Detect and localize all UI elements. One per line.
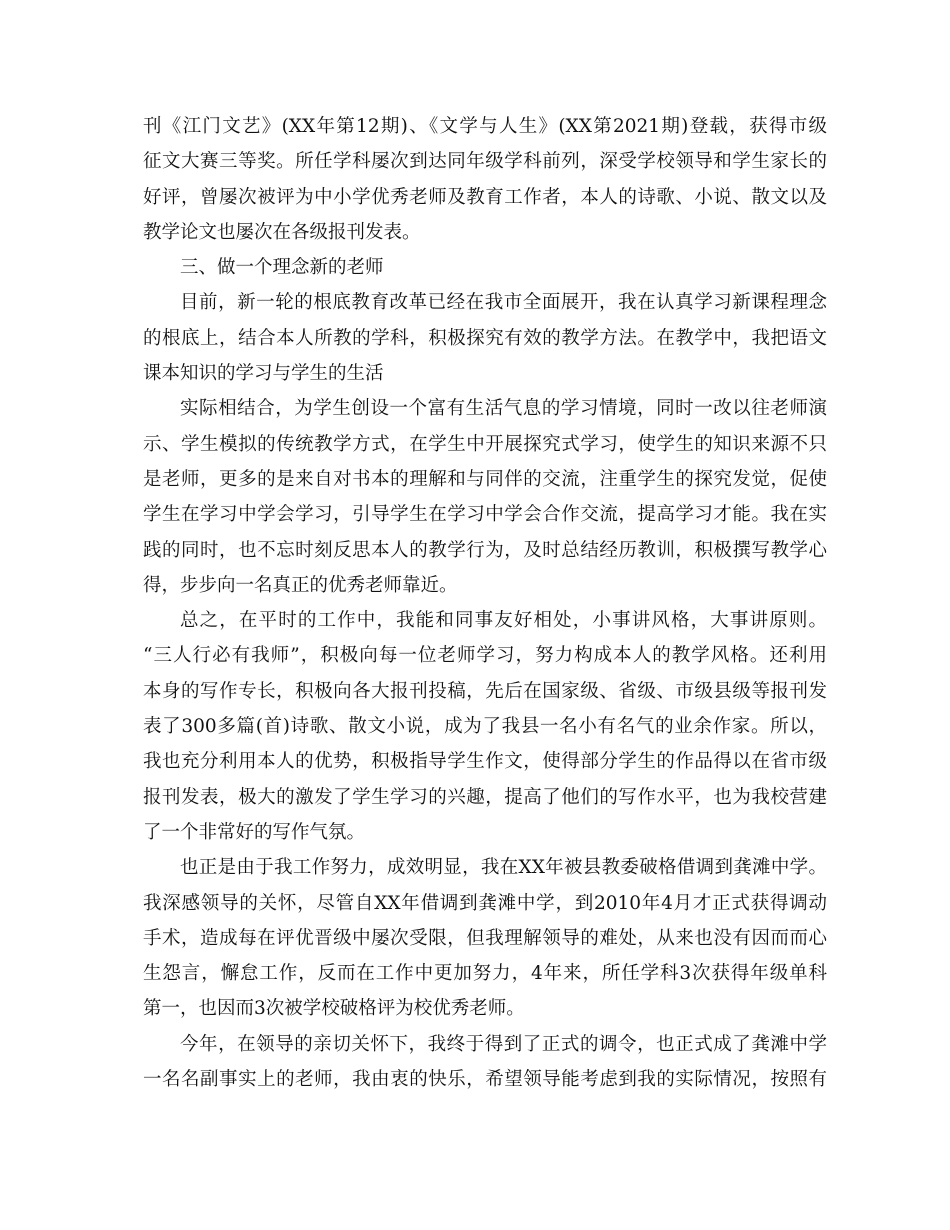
text-line: 也正是由于我工作努力，成效明显，我在XX年被县教委破格借调到龚滩中学。 bbox=[180, 857, 827, 879]
text-line: 征文大赛三等奖。所任学科屡次到达同年级学科前列，深受学校领导和学生家长的 bbox=[143, 151, 827, 173]
text-line: 生怨言，懈怠工作，反而在工作中更加努力，4年来，所任学科3次获得年级单科 bbox=[143, 963, 827, 985]
text-line: 实际相结合，为学生创设一个富有生活气息的学习情境，同时一改以往老师演 bbox=[180, 398, 827, 420]
text-line: 三、做一个理念新的老师 bbox=[180, 257, 384, 279]
text-line: 本身的写作专长，积极向各大报刊投稿，先后在国家级、省级、市级县级等报刊发 bbox=[143, 680, 827, 702]
text-line: 我也充分利用本人的优势，积极指导学生作文，使得部分学生的作品得以在省市级 bbox=[143, 751, 827, 773]
text-line: 报刊发表，极大的激发了学生学习的兴趣，提高了他们的写作水平，也为我校营建 bbox=[143, 786, 827, 808]
text-line: 我深感领导的关怀，尽管自XX年借调到龚滩中学，到2010年4月才正式获得调动 bbox=[143, 892, 827, 914]
text-line: 教学论文也屡次在各级报刊发表。 bbox=[143, 221, 421, 243]
text-line: 表了300多篇(首)诗歌、散文小说，成为了我县一名小有名气的业余作家。所以， bbox=[143, 716, 827, 738]
document-body bbox=[143, 109, 827, 1097]
text-line: 目前，新一轮的根底教育改革已经在我市全面展开，我在认真学习新课程理念 bbox=[180, 292, 827, 314]
text-line: 刊《江门文艺》(XX年第12期)、《文学与人生》(XX第2021期)登载，获得市级 bbox=[143, 116, 827, 137]
text-line: 的根底上，结合本人所教的学科，积极探究有效的教学方法。在教学中，我把语文 bbox=[143, 327, 827, 349]
text-line: 一名名副事实上的老师，我由衷的快乐，希望领导能考虑到我的实际情况，按照有 bbox=[143, 1069, 827, 1091]
text-line: 学生在学习中学会学习，引导学生在学习中学会合作交流，提高学习才能。我在实 bbox=[143, 504, 827, 526]
text-line: “三人行必有我师”，积极向每一位老师学习，努力构成本人的教学风格。还利用 bbox=[143, 645, 827, 667]
text-line: 得，步步向一名真正的优秀老师靠近。 bbox=[143, 574, 458, 596]
text-line: 手术，造成每在评优晋级中屡次受限，但我理解领导的难处，从来也没有因而而心 bbox=[143, 927, 827, 949]
text-line: 总之，在平时的工作中，我能和同事友好相处，小事讲风格，大事讲原则。 bbox=[180, 610, 827, 632]
text-line: 课本知识的学习与学生的生活 bbox=[143, 363, 384, 385]
text-line: 示、学生模拟的传统教学方式，在学生中开展探究式学习，使学生的知识来源不只 bbox=[143, 433, 827, 455]
text-line: 践的同时，也不忘时刻反思本人的教学行为，及时总结经历教训，积极撰写教学心 bbox=[143, 539, 827, 561]
text-line: 今年，在领导的亲切关怀下，我终于得到了正式的调令，也正式成了龚滩中学 bbox=[180, 1033, 827, 1055]
text-line: 是老师，更多的是来自对书本的理解和与同伴的交流，注重学生的探究发觉，促使 bbox=[143, 468, 827, 490]
text-line: 第一，也因而3次被学校破格评为校优秀老师。 bbox=[143, 998, 525, 1020]
text-line: 好评，曾屡次被评为中小学优秀老师及教育工作者，本人的诗歌、小说、散文以及 bbox=[143, 186, 827, 208]
text-line: 了一个非常好的写作气氛。 bbox=[143, 821, 366, 843]
